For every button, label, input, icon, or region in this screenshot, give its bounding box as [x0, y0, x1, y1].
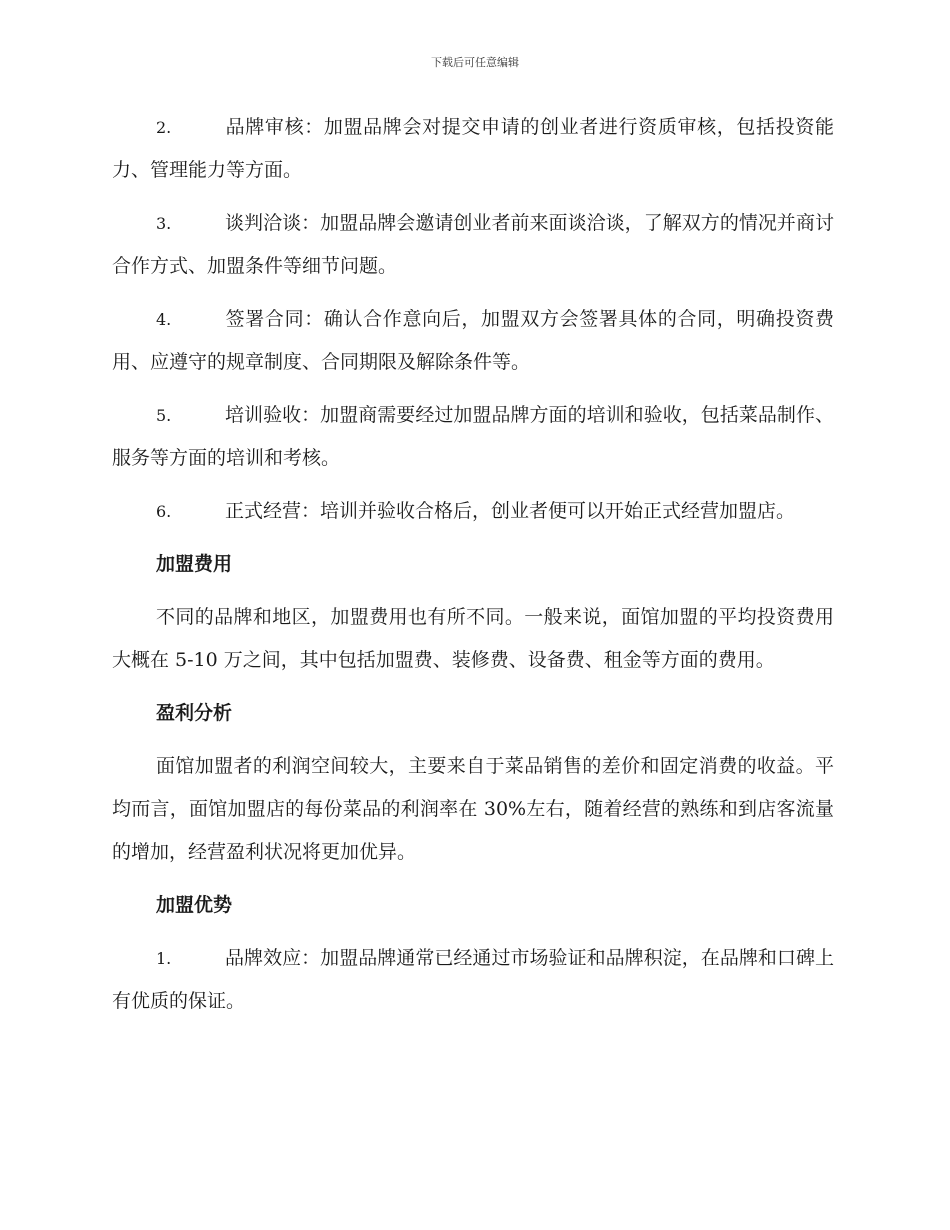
list-item-advantage-1 [112, 937, 834, 1023]
list-item-text: 品牌效应：加盟品牌通常已经通过市场验证和品牌积淀，在品牌和口碑上有优质的保证。 [112, 947, 834, 1012]
section-heading-advantages: 加盟优势 [156, 894, 233, 916]
list-item-step-2 [112, 106, 834, 192]
list-item-text: 签署合同：确认合作意向后，加盟双方会签署具体的合同，明确投资费用、应遵守的规章制度、合同期限及解除条件等。 [112, 308, 834, 373]
list-item-text: 品牌审核：加盟品牌会对提交申请的创业者进行资质审核，包括投资能力、管理能力等方面。 [112, 116, 834, 181]
list-item-step-4 [112, 298, 834, 384]
section-paragraph-profit: 面馆加盟者的利润空间较大，主要来自于菜品销售的差价和固定消费的收益。平均而言，面馆加盟店的每份菜品的利润率在 30%左右，随着经营的熟练和到店客流量的增加，经营盈利状况将更加优异。 [112, 755, 834, 863]
list-item-text: 谈判洽谈：加盟品牌会邀请创业者前来面谈洽谈，了解双方的情况并商讨合作方式、加盟条件等细节问题。 [112, 212, 834, 277]
page-header: 下载后可任意编辑 [431, 56, 519, 69]
list-number: 3. [156, 214, 172, 233]
list-item-text: 正式经营：培训并验收合格后，创业者便可以开始正式经营加盟店。 [225, 500, 796, 522]
list-item-step-5 [112, 394, 834, 480]
section-heading-fee: 加盟费用 [156, 553, 233, 575]
section-paragraph-fee: 不同的品牌和地区，加盟费用也有所不同。一般来说，面馆加盟的平均投资费用大概在 5-10 万之间，其中包括加盟费、装修费、设备费、租金等方面的费用。 [112, 606, 834, 671]
document-body [112, 106, 834, 1033]
list-number: 4. [156, 310, 172, 329]
list-number: 5. [156, 406, 172, 425]
list-number: 2. [156, 118, 172, 137]
list-item-text: 培训验收：加盟商需要经过加盟品牌方面的培训和验收，包括菜品制作、服务等方面的培训和考核。 [112, 404, 834, 469]
list-number: 1. [156, 949, 172, 968]
list-item-step-3 [112, 202, 834, 288]
list-number: 6. [156, 502, 172, 521]
list-item-step-6 [112, 490, 834, 533]
section-heading-profit: 盈利分析 [156, 702, 233, 724]
